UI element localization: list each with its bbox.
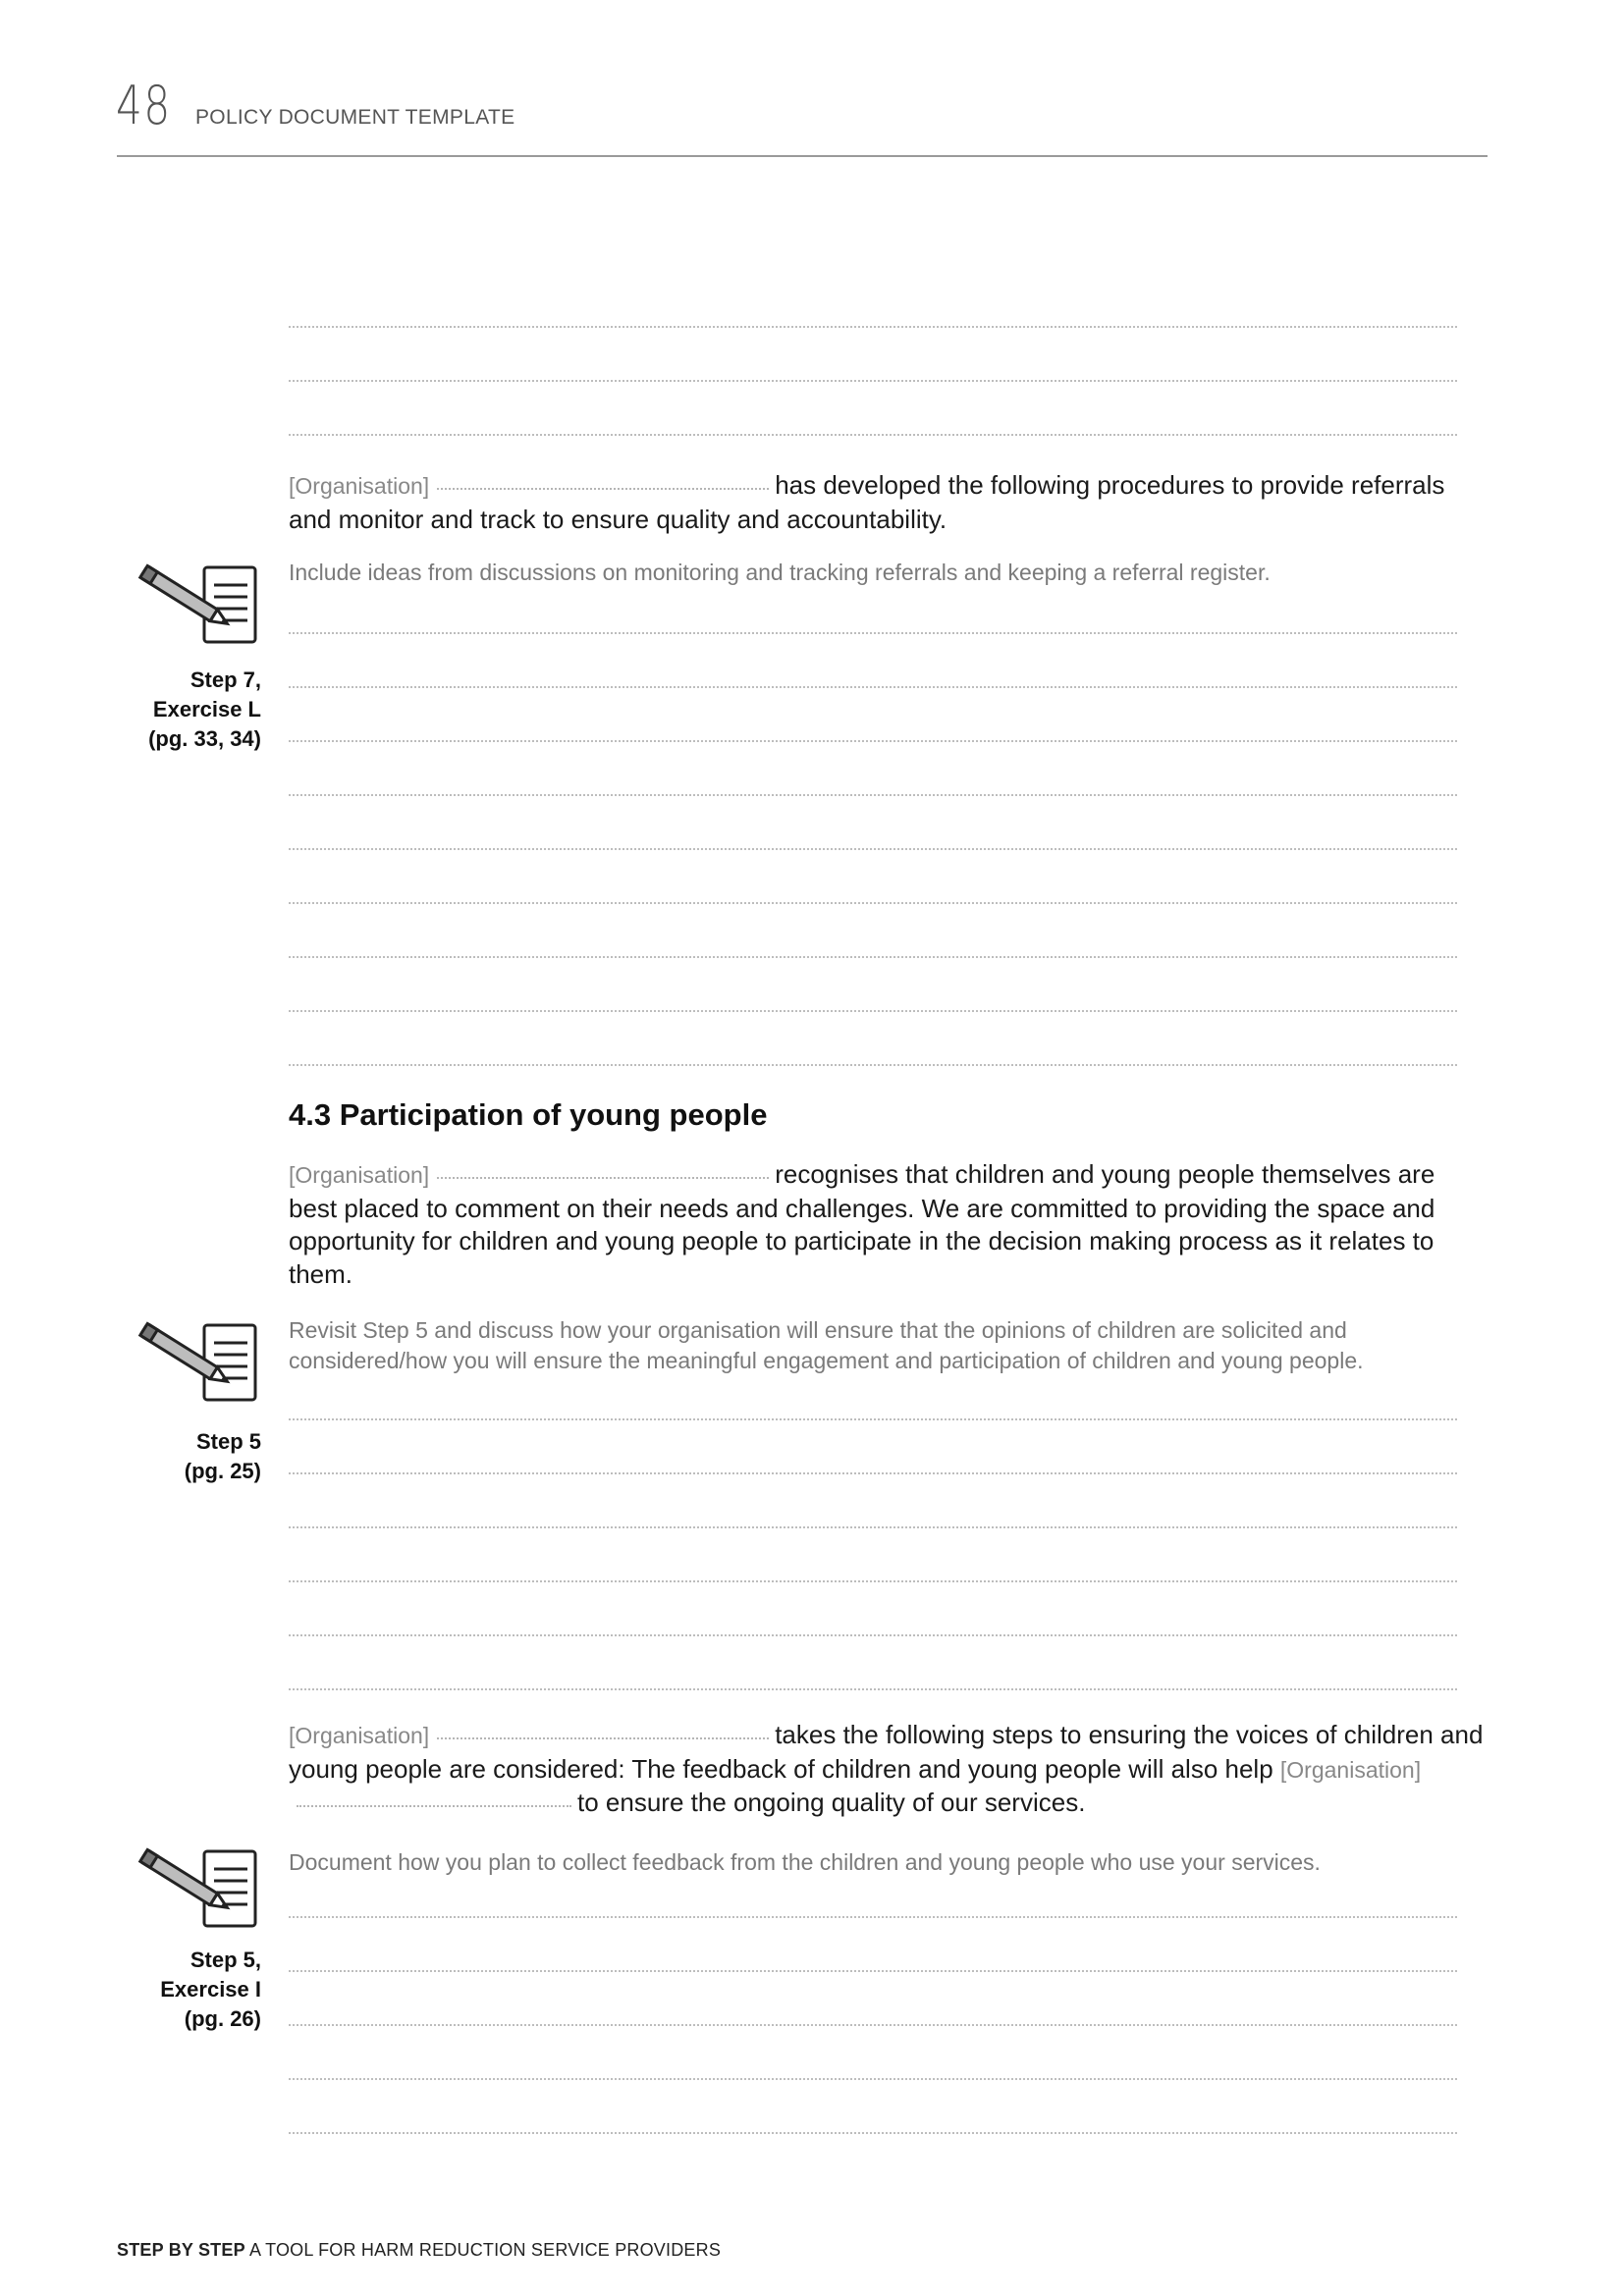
blank-line[interactable] (289, 794, 1457, 796)
blank-line[interactable] (289, 1634, 1457, 1636)
participation-paragraph (289, 1158, 1489, 1291)
feedback-paragraph (289, 1719, 1489, 1820)
blank-line[interactable] (289, 1472, 1457, 1474)
blank-line[interactable] (289, 1010, 1457, 1012)
footer (117, 2240, 721, 2261)
participation-text: recognises that children and young people themselves are best placed to comment on their needs and challenges. We are committed to providing the space and opportunity for children and young people to participate in the decision making process as it relates to them. (289, 1159, 1435, 1289)
blank-line[interactable] (289, 848, 1457, 850)
section-heading: 4.3 Participation of young people (289, 1097, 768, 1132)
step-reference (148, 666, 261, 754)
blank-line[interactable] (289, 326, 1457, 328)
blank-line[interactable] (289, 740, 1457, 742)
blank-line[interactable] (289, 1580, 1457, 1582)
blank-line[interactable] (289, 686, 1457, 688)
blank-line[interactable] (289, 1418, 1457, 1420)
step-label-line: Step 5, (189, 1948, 261, 1972)
referrals-hint: Include ideas from discussions on monitoring and tracking referrals and keeping a referral register. (289, 560, 1271, 585)
step-reference (185, 1427, 261, 1486)
blank-line[interactable] (289, 902, 1457, 904)
step-label-line: (pg. 26) (184, 2006, 261, 2031)
header-rule (117, 155, 1488, 157)
feedback-text-end: to ensure the ongoing quality of our services. (577, 1788, 1086, 1817)
pencil-worksheet-icon (132, 561, 261, 648)
organisation-placeholder: [Organisation] (289, 1162, 430, 1188)
organisation-fill-line[interactable] (437, 1177, 769, 1179)
step-label-line: Exercise I (160, 1977, 261, 2002)
organisation-placeholder: [Organisation] (1279, 1756, 1422, 1783)
referrals-text: has developed the following procedures to provide referrals and monitor and track to ensure quality and accountability. (289, 470, 1445, 534)
step-label-line: Step 5 (195, 1429, 261, 1454)
step-label-line: Exercise L (152, 697, 261, 721)
blank-line[interactable] (289, 2078, 1457, 2080)
step-label-line: (pg. 33, 34) (148, 726, 261, 751)
organisation-placeholder: [Organisation] (289, 1723, 430, 1748)
organisation-placeholder: [Organisation] (289, 473, 430, 499)
blank-line[interactable] (289, 2132, 1457, 2134)
organisation-fill-line[interactable] (437, 1737, 769, 1739)
blank-line[interactable] (289, 632, 1457, 634)
step-reference (160, 1946, 261, 2034)
step-label-line: (pg. 25) (184, 1459, 261, 1483)
blank-line[interactable] (289, 1064, 1457, 1066)
page-number: 48 (116, 75, 172, 136)
blank-line[interactable] (289, 1916, 1457, 1918)
document-title: POLICY DOCUMENT TEMPLATE (195, 106, 515, 129)
footer-brand: STEP BY STEP (117, 2240, 245, 2260)
feedback-text: takes the following steps to ensuring the voices of children and young people are considered: The feedback of children and young people will also help (289, 1720, 1484, 1784)
blank-line[interactable] (289, 956, 1457, 958)
organisation-fill-line[interactable] (297, 1805, 571, 1807)
blank-line[interactable] (289, 1688, 1457, 1690)
pencil-worksheet-icon (132, 1845, 261, 1932)
referrals-paragraph (289, 469, 1489, 536)
blank-line[interactable] (289, 1970, 1457, 1972)
footer-subtitle: A TOOL FOR HARM REDUCTION SERVICE PROVIDERS (244, 2240, 722, 2260)
blank-line[interactable] (289, 380, 1457, 382)
blank-line[interactable] (289, 2024, 1457, 2026)
step-label-line: Step 7, (189, 667, 261, 692)
feedback-hint: Document how you plan to collect feedback from the children and young people who use your services. (289, 1849, 1321, 1875)
blank-line[interactable] (289, 434, 1457, 436)
organisation-fill-line[interactable] (437, 488, 769, 490)
blank-line[interactable] (289, 1526, 1457, 1528)
participation-hint: Revisit Step 5 and discuss how your organisation will ensure that the opinions of children are solicited and considered/how you will ensure the meaningful engagement and participation of children and young people. (289, 1317, 1364, 1373)
pencil-worksheet-icon (132, 1319, 261, 1406)
